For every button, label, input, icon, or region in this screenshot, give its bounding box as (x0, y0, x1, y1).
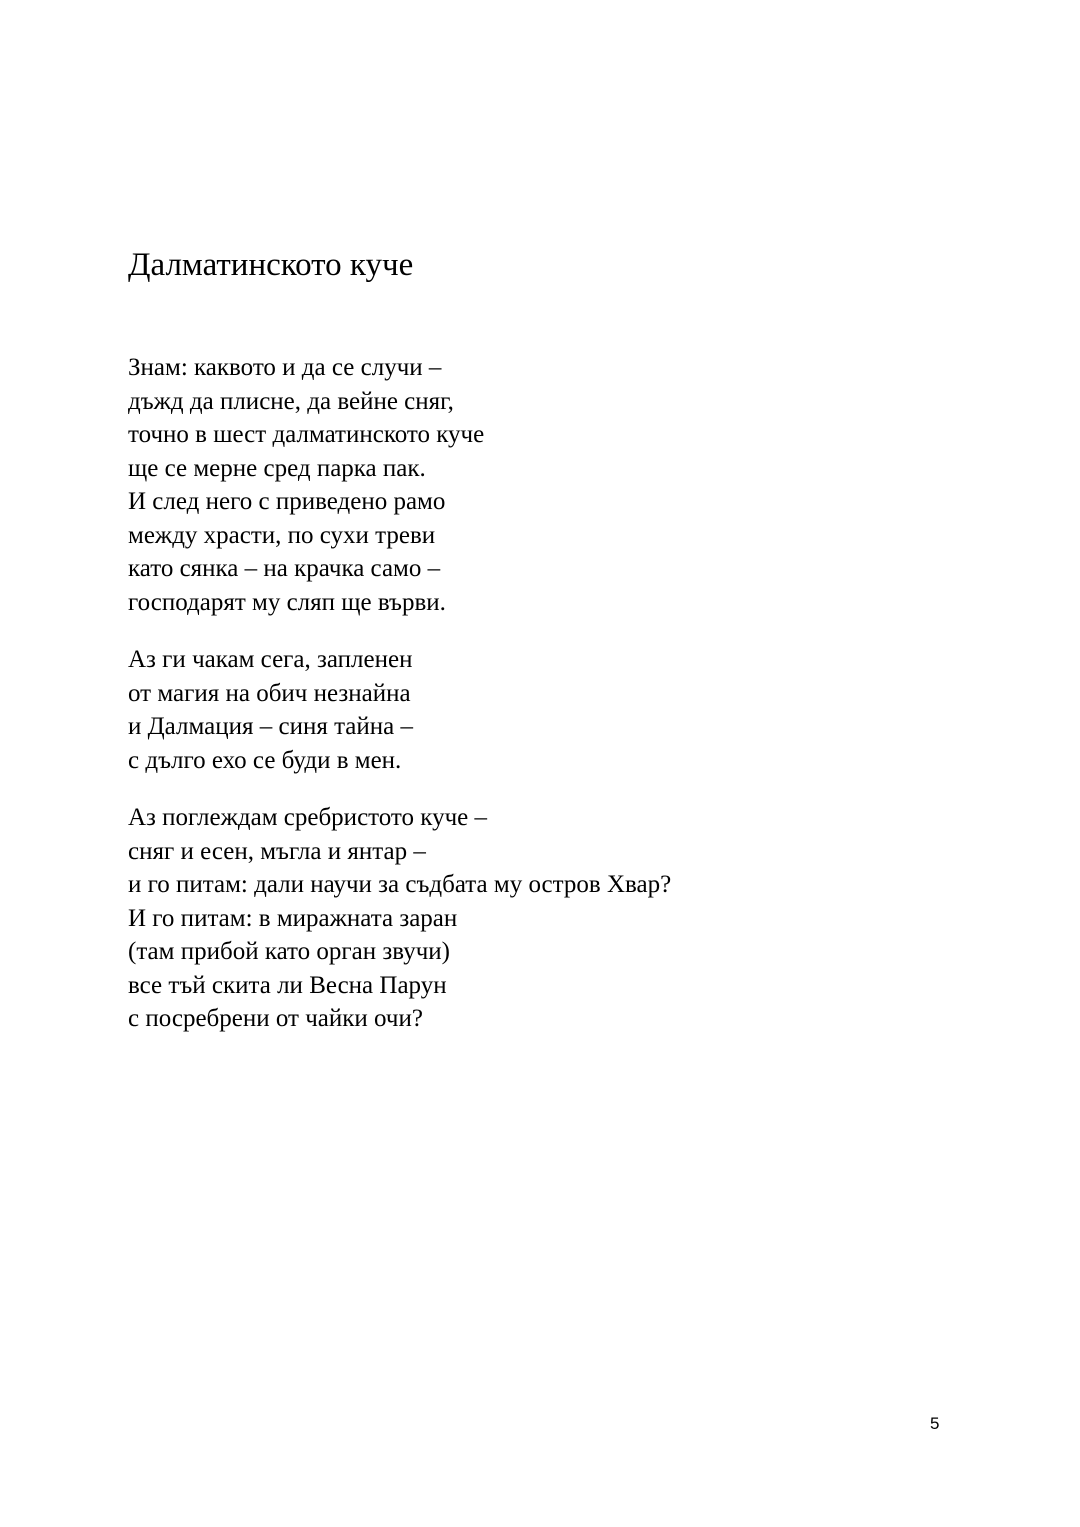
poem-line: все тъй скита ли Весна Парун (128, 971, 447, 999)
poem-line: между храсти, по сухи треви (128, 521, 436, 549)
poem-line: като сянка – на крачка само – (128, 555, 441, 582)
poem-line: с дълго ехо се буди в мен. (128, 746, 402, 774)
poem-line: Знам: каквото и да се случи – (128, 354, 442, 381)
poem-line: Аз поглеждам сребристото куче – (128, 804, 487, 831)
poem-line: точно в шест далматинското куче (128, 421, 485, 448)
poem-line: И след него с приведено рамо (128, 488, 446, 515)
poem-line: сняг и есен, мъгла и янтар – (128, 837, 426, 865)
poem-line: с посребрени от чайки очи? (128, 1005, 423, 1032)
poem-line: дъжд да плисне, да вейне сняг, (128, 387, 454, 415)
poem-line: от магия на обич незнайна (128, 679, 411, 707)
stanza-2 (128, 643, 888, 777)
stanza-3 (128, 801, 888, 1036)
poem-line: Аз ги чакам сега, запленен (128, 646, 413, 673)
poem-body (128, 351, 888, 1060)
poem-title: Далматинското куче (128, 247, 414, 283)
poem-line: и Далмация – синя тайна – (128, 713, 414, 740)
poem-line: И го питам: в миражната заран (128, 904, 458, 932)
poem-line: (там прибой като орган звучи) (128, 938, 450, 965)
poem-line: и го питам: дали научи за съдбата му остров Хвар? (128, 871, 672, 898)
poem-line: ще се мерне сред парка пак. (128, 454, 426, 482)
poem-line: господарят му сляп ще върви. (128, 588, 446, 616)
stanza-1 (128, 351, 888, 619)
page-number: 5 (930, 1414, 940, 1433)
